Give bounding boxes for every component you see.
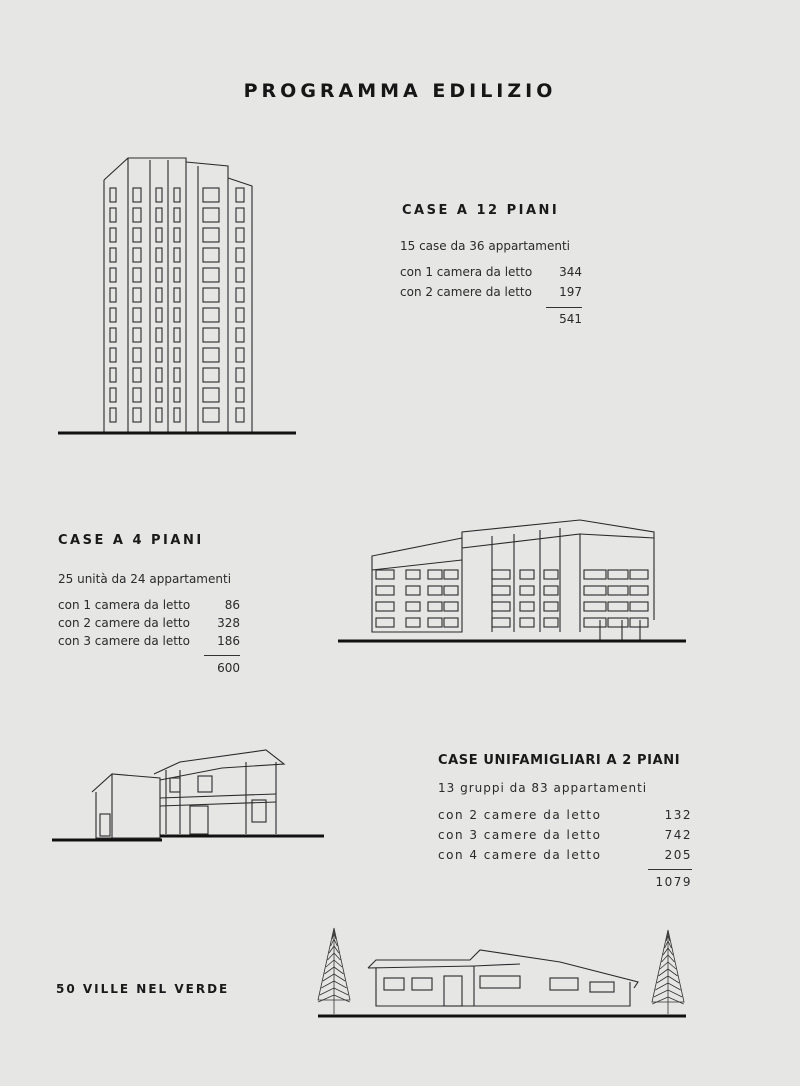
section-4-heading: CASE A 4 PIANI	[58, 533, 204, 548]
section-12-row-label: con 1 camera da letto	[400, 265, 533, 279]
section-12-total: 541	[559, 312, 582, 326]
page-title: PROGRAMMA EDILIZIO	[243, 80, 557, 102]
section-12-sum-rule	[546, 307, 582, 308]
section-4-sum-rule	[204, 655, 240, 656]
section-ville-heading: 50 VILLE NEL VERDE	[56, 982, 230, 996]
section-4-row-value: 186	[217, 634, 240, 648]
single-family-houses-drawing	[52, 750, 324, 840]
section-4-total: 600	[217, 661, 240, 675]
section-uni-row-value: 132	[664, 808, 692, 822]
section-uni-table	[438, 808, 692, 894]
section-uni-row-label: con 2 camere da letto	[438, 808, 602, 822]
section-4-row-label: con 2 camere da letto	[58, 616, 190, 630]
section-uni-total: 1079	[655, 875, 692, 889]
section-uni-heading: CASE UNIFAMIGLIARI A 2 PIANI	[438, 753, 681, 768]
tower-12-floors-drawing	[58, 158, 296, 433]
section-4-table	[58, 598, 240, 682]
villa-drawing	[318, 950, 686, 1016]
section-uni-row-label: con 3 camere da letto	[438, 828, 602, 842]
section-12-row-value: 197	[559, 285, 582, 299]
section-4-row-label: con 3 camere da letto	[58, 634, 190, 648]
section-uni-row-value: 742	[664, 828, 692, 842]
section-uni-sum-rule	[648, 869, 692, 870]
section-4-summary: 25 unità da 24 appartamenti	[58, 572, 232, 586]
building-4-floors-drawing	[338, 520, 686, 641]
section-uni-summary: 13 gruppi da 83 appartamenti	[438, 781, 648, 795]
tree-left-icon	[318, 928, 350, 1014]
section-12-row-label: con 2 camere da letto	[400, 285, 532, 299]
tree-right-icon	[652, 930, 684, 1014]
section-4-row-value: 86	[224, 598, 240, 612]
section-12-summary: 15 case da 36 appartamenti	[400, 239, 571, 253]
section-4-row-label: con 1 camera da letto	[58, 598, 191, 612]
section-uni-row-value: 205	[664, 848, 692, 862]
section-12-table	[400, 265, 582, 345]
section-12-heading: CASE A 12 PIANI	[402, 203, 560, 218]
section-uni-row-label: con 4 camere da letto	[438, 848, 602, 862]
section-4-row-value: 328	[217, 616, 240, 630]
section-12-row-value: 344	[559, 265, 582, 279]
